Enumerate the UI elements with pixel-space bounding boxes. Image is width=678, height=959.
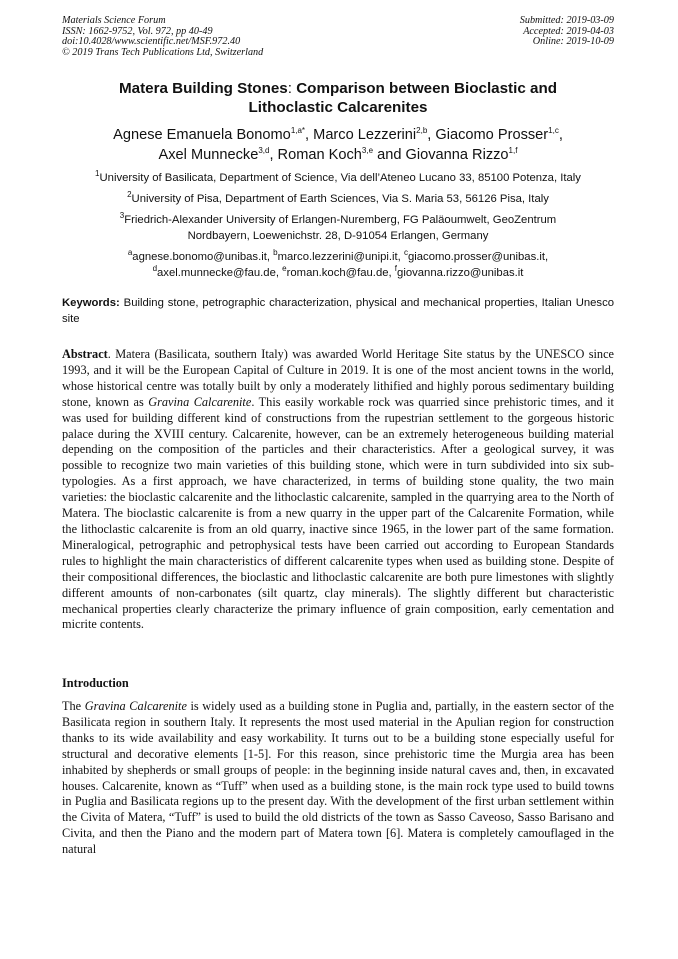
author-sup: 3,e: [361, 146, 374, 156]
introduction-body: [62, 699, 614, 858]
journal-name: Materials Science Forum: [62, 15, 166, 26]
author-name: Agnese Emanuela Bonomo: [113, 127, 291, 143]
email-sup: a: [127, 248, 133, 258]
author-sep: ,: [558, 127, 563, 143]
paper-title: [62, 80, 614, 117]
journal-issn: ISSN: 1662-9752, Vol. 972, pp 40-49: [62, 25, 213, 37]
email-address[interactable]: agnese.bonomo@unibas.it,: [132, 251, 274, 263]
author-sep: ,: [427, 127, 436, 143]
email-sup: b: [273, 248, 278, 258]
email-address[interactable]: marco.lezzerini@unipi.it,: [277, 251, 404, 263]
affiliation-3: [62, 213, 614, 244]
title-line2: Lithoclastic Calcarenites: [248, 98, 428, 116]
abstract: [62, 347, 614, 633]
author-name: Marco Lezzerini: [313, 127, 417, 143]
accepted-date: Accepted: 2019-04-03: [523, 25, 614, 37]
affiliation-sup: 1: [95, 169, 100, 179]
author-name: Giacomo Prosser: [435, 127, 549, 143]
title-line1-rest: Comparison between Bioclastic and: [296, 80, 557, 97]
email-sup: c: [403, 248, 408, 258]
author-name: Roman Koch: [277, 147, 362, 163]
affiliation-2: [62, 192, 614, 208]
abstract-text-1: . Matera (Basilicata, southern Italy) was awarded World Heritage Site status by the UNESCO since 1993, and it will be the European Capital of Culture in 2019. It is one of the most ancient towns in the world, whose historical centre was totally built by only a moderately lithified and highly porous sedimentary building stone, known as: [62, 347, 614, 409]
affiliation-text-cont: Nordbayern, Loewenichstr. 28, D-91054 Erlangen, Germany: [187, 229, 489, 242]
email-sup: d: [152, 263, 158, 273]
email-list: [62, 250, 614, 281]
author-name: Giovanna Rizzo: [405, 147, 509, 163]
author-name: Axel Munnecke: [158, 147, 259, 163]
keywords: [62, 296, 614, 327]
journal-doi[interactable]: doi:10.4028/www.scientific.net/MSF.972.40: [62, 36, 241, 48]
intro-text: is widely used as a building stone in Puglia and, partially, in the eastern sector of the Basilicata region in southern Italy. It represents the most used material in the Apulian region for construction thanks to its wide availability and easy workability. It turns out to be a building stone especially useful for structural and decorative elements [1-5]. For this reason, since prehistoric time the Murgia area has been inhabited by shepherds or small groups of people: in the beginning inside natural caves and, then, in excavated houses. Calcarenite, known as “Tuff” when used as a building stone, is the main rock type used to build towns in Puglia and Basilicata regions up to the present day. With the development of the first urban settlement within the Civita of Matera, “Tuff” is used to build the old districts of the town as Sasso Caveoso, Sasso Barisano and Civita, and then the Piano and the modern part of Matera town [6]. Matera is completely camouflaged in the natural: [62, 699, 614, 857]
submission-dates: [520, 16, 614, 48]
affiliation-sup: 3: [119, 211, 125, 221]
affiliation-text: University of Pisa, Department of Earth Sciences, Via S. Maria 53, 56126 Pisa, Italy: [131, 193, 549, 205]
abstract-text-2: . This easily workable rock was quarried since prehistoric times, and it was used for building different kind of constructions from the rupestrian settlement to the gorgeous historic palace during the XVIII century. Calcarenite, however, can be an extremely heterogeneous building material depending on the composition of the particles and their characteristics. After a geological survey, it was possible to recognize two main varieties of this building stone, which were in turn subdivided into six sub-typologies. As a first approach, we have characterized, in terms of building stone quality, the two main varieties: the bioclastic calcarenite and the lithoclastic calcarenite, sampled in the quarrying area to the North of Matera. The bioclastic calcarenite is from a new quarry in the upper part of the Calcarenite Formation, while the lithoclastic calcarenite is from an old quarry, inactive since 1965, in the lower part of the same formation. Mineralogical, petrographic and petrophysical tests have been carried out according to European Standards rules to highlight the main characteristics of different calcarenite types when used as building stone. Despite of their compositional differences, the bioclastic and lithoclastic calcarenite are both pure limestones with slightly different amounts of non-carbonates (silt quartz, clay minerals). The slightly different but characteristic mechanical properties clearly characterize the primary influence of grain composition, early cementation and micrite contents.: [62, 394, 614, 632]
submitted-date: Submitted: 2019-03-09: [519, 15, 614, 26]
journal-header: [62, 16, 263, 58]
journal-copyright: © 2019 Trans Tech Publications Ltd, Switzerland: [62, 46, 264, 58]
abstract-label: Abstract: [62, 347, 108, 361]
intro-italic: Gravina Calcarenite: [84, 699, 187, 713]
affiliation-1: [62, 171, 614, 187]
keywords-text: Building stone, petrographic characterization, physical and mechanical properties, Italian Unesco site: [62, 297, 615, 325]
title-main: Matera Building Stones: [118, 80, 288, 97]
author-sup: 3,d: [258, 146, 270, 156]
author-sup: 1,c: [548, 126, 559, 136]
email-address[interactable]: axel.munnecke@fau.de,: [157, 266, 283, 279]
author-sup: 1,a*: [290, 126, 306, 136]
email-address[interactable]: giovanna.rizzo@unibas.it: [397, 266, 524, 279]
title-separator: :: [287, 80, 297, 97]
email-sup: f: [394, 263, 398, 273]
introduction-heading: Introduction: [62, 676, 129, 690]
affiliation-text: Friedrich-Alexander University of Erlangen-Nuremberg, FG Paläoumwelt, GeoZentrum: [124, 214, 557, 226]
email-address[interactable]: roman.koch@fau.de,: [286, 266, 395, 279]
email-sup: e: [282, 263, 287, 273]
keywords-label: Keywords:: [62, 297, 120, 309]
affiliation-sup: 2: [127, 190, 132, 200]
author-sup: 1,f: [508, 146, 518, 156]
author-sep: and: [373, 147, 406, 163]
abstract-italic: Gravina Calcarenite: [148, 394, 252, 409]
author-sep: ,: [269, 147, 278, 163]
email-address[interactable]: giacomo.prosser@unibas.it,: [407, 251, 549, 263]
author-sup: 2,b: [416, 126, 428, 136]
online-date: Online: 2019-10-09: [532, 36, 614, 48]
author-sep: ,: [305, 127, 314, 143]
intro-pre: The: [62, 699, 85, 713]
author-list: [62, 125, 614, 165]
affiliation-text: University of Basilicata, Department of Science, Via dell’Ateneo Lucano 33, 85100 Potenza, Italy: [99, 172, 581, 184]
